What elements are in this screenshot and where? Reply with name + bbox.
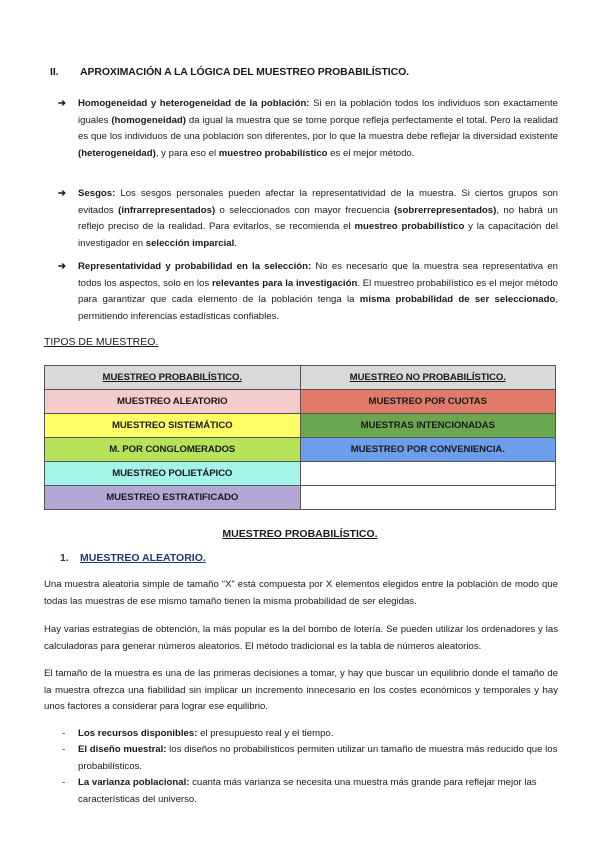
subsection-title: MUESTREO ALEATORIO. [80,552,206,564]
bullet-text [78,259,558,325]
arrow-icon: ➔ [58,261,67,272]
bold-term: Representatividad y probabilidad en la selección: [78,261,312,272]
bold-term: (sobrerrepresentados) [393,204,497,216]
text-run: . El muestreo probabilístico es el mejor método para garantizar que cada elemento de la población tenga la [78,277,558,305]
bullet-representatividad [58,259,558,325]
bullet-sesgos [58,186,558,252]
text-run: es el mejor método. [327,147,415,159]
list-item [62,742,558,775]
header-probabilistic: MUESTREO PROBABILÍSTICO. [45,366,301,390]
factor-text: cuanta más varianza se necesita una muestra más grande para reflejar mejor las características del universo. [78,777,537,805]
text-run: , no habrá un reflejo preciso de la realidad. Para evitarlos, se recomienda el [78,204,559,232]
dash-bullet: - [62,744,66,755]
text-run: , permitiendo inferencias estadísticas confiables. [78,294,558,322]
paragraph: El tamaño de la muestra es una de las primeras decisiones a tomar, y hay que buscar un equilibrio donde el tamaño de la muestra ofrezca una fiabilidad sin implicar un incremento innecesario en los costes económicos y temporales y hay unos factores a considerar para lograr ese equilibrio. [44,668,558,712]
main-title: MUESTREO PROBABILÍSTICO. [222,528,378,540]
text-run: Si en la población todos los individuos son exactamente iguales [78,98,558,126]
text-run: da igual la muestra que se tome porque refleja perfectamente el total. Pero la realidad es que los individuos de una población son diferentes, por lo que la muestra debe reflejar la diversidad existente [78,114,558,142]
cell-right: MUESTREO POR CONVENIENCIA. [300,438,556,462]
text-run: Los sesgos personales pueden afectar la representatividad de la muestra. Si ciertos grupos son evitados [78,188,558,216]
table-row [45,438,556,462]
factor-text: el presupuesto real y el tiempo. [197,728,334,739]
list-item [62,726,558,743]
bold-term: (heterogeneidad) [78,147,156,159]
subsection-heading [60,552,206,564]
table-row [45,462,556,486]
sampling-types-table [44,365,556,510]
bold-term: muestreo probabilístico [354,221,465,232]
text-run: , y para eso el [155,147,219,159]
list-item [62,775,558,808]
subsection-number: 1. [60,552,69,564]
cell-left: MUESTREO SISTEMÁTICO [45,414,301,438]
bold-term: (homogeneidad) [111,114,186,126]
cell-left: MUESTREO ESTRATIFICADO [45,486,301,510]
table-row [45,390,556,414]
bullet-text [78,186,558,252]
cell-left: MUESTREO POLIETÁPICO [45,462,301,486]
text-run: . [234,237,237,249]
arrow-icon: ➔ [58,98,67,109]
dash-bullet: - [62,777,66,788]
bold-term: misma probabilidad de ser seleccionado [359,294,556,305]
cell-right [300,462,556,486]
section-title: APROXIMACIÓN A LA LÓGICA DEL MUESTREO PROBABILÍSTICO. [80,66,409,78]
paragraph: Hay varias estrategias de obtención, la más popular es la del bombo de lotería. Se pueden utilizar los ordenadores y las calculadoras para generar números aleatorios. El método tradicional es la tabla de números aleatorios. [44,624,558,652]
cell-right: MUESTREO POR CUOTAS [300,390,556,414]
dash-bullet: - [62,728,66,739]
text-run: y la capacitación del investigador en [78,221,559,249]
bold-term: (infrarrepresentados) [118,204,216,216]
factor-text: los diseños no probabilísticos permiten utilizar un tamaño de muestra más reducido que los probabilísticos. [78,744,558,772]
bold-term: Sesgos: [78,188,116,199]
table-row [45,414,556,438]
cell-left: MUESTREO ALEATORIO [45,390,301,414]
cell-right: MUESTRAS INTENCIONADAS [300,414,556,438]
factor-term: La varianza poblacional: [78,777,190,788]
bullet-text [78,96,558,162]
bold-term: Homogeneidad y heterogeneidad de la población: [78,98,310,109]
cell-right [300,486,556,510]
paragraph: Una muestra aleatoria simple de tamaño “X” está compuesta por X elementos elegidos entre la población de modo que todas las muestras de ese mismo tamaño tienen la misma probabilidad de ser elegidas. [44,579,558,607]
table-header-row [45,366,556,390]
bold-term: selección imparcial [145,237,235,249]
text-run: No es necesario que la muestra sea representativa en todos los aspectos, solo en los [78,261,558,289]
types-label: TIPOS DE MUESTREO. [44,336,159,348]
bullet-homogeneidad [58,96,558,162]
cell-left: M. POR CONGLOMERADOS [45,438,301,462]
bold-term: relevantes para la investigación [211,277,358,289]
section-number: II. [50,66,59,78]
table-row [45,486,556,510]
factor-term: El diseño muestral: [78,744,167,755]
text-run: o seleccionados con mayor frecuencia [215,204,394,216]
arrow-icon: ➔ [58,188,67,199]
section-heading [50,66,409,78]
factor-term: Los recursos disponibles: [78,728,198,739]
header-non-probabilistic: MUESTREO NO PROBABILÍSTICO. [300,366,556,390]
bold-term: muestreo probabilístico [218,147,328,159]
